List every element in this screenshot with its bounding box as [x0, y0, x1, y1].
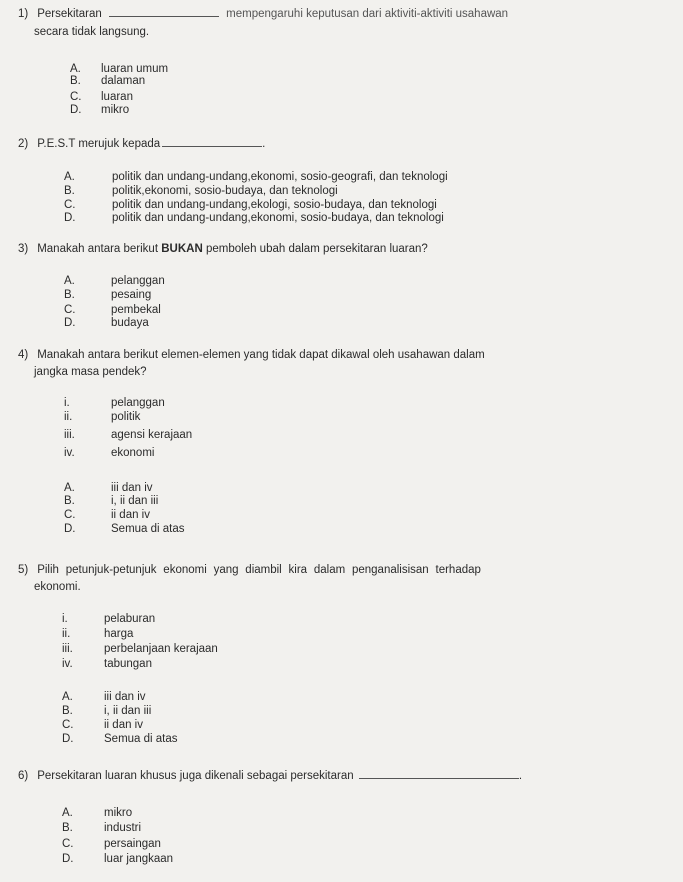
- question-text: mempengaruhi keputusan dari aktiviti-aktiviti usahawan: [226, 8, 509, 20]
- question-1-stem-cont: secara tidak langsung.: [34, 26, 150, 38]
- question-5-stem-cont: ekonomi.: [34, 581, 81, 593]
- question-number: 1): [18, 8, 29, 20]
- answer-blank: [162, 136, 262, 147]
- worksheet-page: 1) Persekitaran mempengaruhi keputusan dari aktiviti-aktiviti usahawan secara tidak langsung. A. luaran umum B. dalaman C. luaran D. mikro 2) P.E.S.T merujuk kepada . A. politik dan undang-undang,ekonomi, sosio-geografi, dan teknologi B. politik,ekonomi, sosio-budaya, dan teknologi C. politik dan undang-undang,ekologi, sosio-budaya, dan teknologi D. politik dan undang-undang,ekonomi, sosio-budaya, dan teknologi 3) Manakah antara berikut BUKAN pemboleh ubah dalam persekitaran luaran? A. pelanggan B. pesaing C. pembekal D. budaya 4) Manakah antara berikut elemen-elemen yang tidak dapat dikawal oleh usahawan dalam jangka masa pendek? i. pelanggan ii. politik iii. agensi kerajaan iv. ekonomi A. iii dan iv B. i, ii dan iii C. ii dan iv D. Semua di atas 5) Pilih petunjuk-petunjuk ekonomi yang diambil kira dalam penganalisisan terhadap ekonomi. i. pelaburan ii. harga iii. perbelanjaan kerajaan iv. tabungan A. iii dan iv B. i, ii dan iii C. ii dan iv D. Semua di atas 6) Persekitaran luaran khusus juga dikenali sebagai persekitaran . A. mikro B. industri C. persaingan D. luar jangkaan: [0, 0, 683, 882]
- question-3-stem: 3) Manakah antara berikut BUKAN pemboleh ubah dalam persekitaran luaran?: [18, 243, 428, 255]
- question-1-stem: [18, 6, 663, 23]
- question-6-stem: 6) Persekitaran luaran khusus juga dikenali sebagai persekitaran .: [18, 770, 523, 782]
- question-text: Persekitaran: [37, 8, 102, 20]
- answer-blank: [359, 768, 519, 779]
- answer-blank: [109, 6, 219, 17]
- question-4-stem: 4) Manakah antara berikut elemen-elemen yang tidak dapat dikawal oleh usahawan dalam: [18, 349, 485, 361]
- question-4-stem-cont: jangka masa pendek?: [34, 366, 147, 378]
- question-5-stem: 5) Pilih petunjuk-petunjuk ekonomi yang diambil kira dalam penganalisisan terhadap: [18, 564, 481, 576]
- question-2-stem: 2) P.E.S.T merujuk kepada .: [18, 138, 266, 150]
